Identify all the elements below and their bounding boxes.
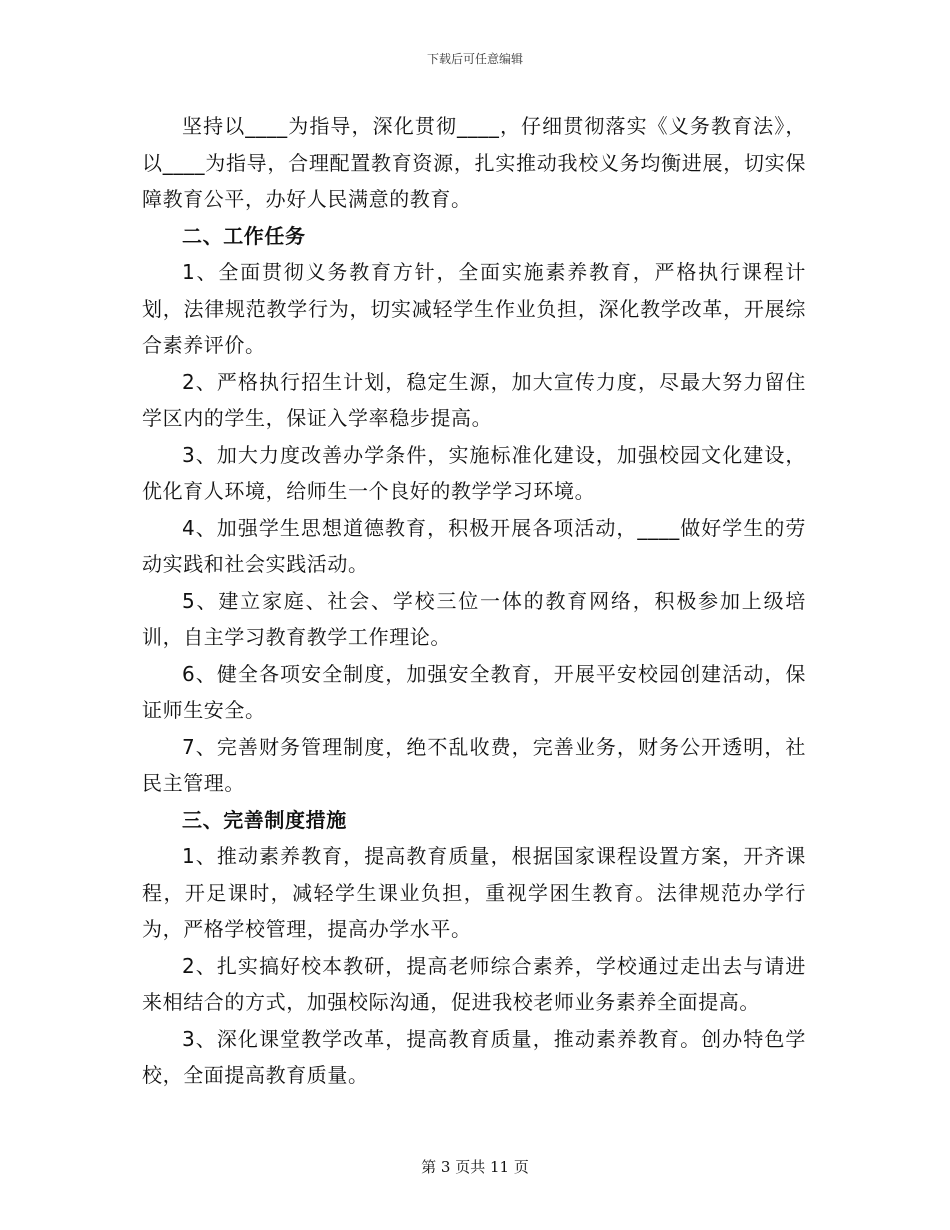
measure-item-3: 3、深化课堂教学改革，提高教育质量，推动素养教育。创办特色学校，全面提高教育质量。 <box>142 1026 806 1087</box>
task-item-1: 1、全面贯彻义务教育方针，全面实施素养教育，严格执行课程计划，法律规范教学行为，切实减轻学生作业负担，深化教学改革，开展综合素养评价。 <box>142 260 806 357</box>
document-body <box>142 108 806 1094</box>
measure-item-2: 2、扎实搞好校本教研，提高老师综合素养，学校通过走出去与请进来相结合的方式，加强校际沟通，促进我校老师业务素养全面提高。 <box>142 953 806 1014</box>
task-item-6: 6、健全各项安全制度，加强安全教育，开展平安校园创建活动，保证师生安全。 <box>142 661 806 722</box>
task-item-4: 4、加强学生思想道德教育，积极开展各项活动，____做好学生的劳动实践和社会实践活动。 <box>142 515 806 576</box>
task-item-2: 2、严格执行招生计划，稳定生源，加大宣传力度，尽最大努力留住学区内的学生，保证入学率稳步提高。 <box>142 369 806 430</box>
section-heading-work-tasks: 二、工作任务 <box>182 223 306 248</box>
page-number-footer: 第 3 页共 11 页 <box>421 1158 529 1176</box>
intro-paragraph: 坚持以____为指导，深化贯彻____，仔细贯彻落实《义务教育法》，以____为指导，合理配置教育资源，扎实推动我校义务均衡进展，切实保障教育公平，办好人民满意的教育。 <box>142 114 806 211</box>
section-heading-measures: 三、完善制度措施 <box>182 807 347 832</box>
task-item-3: 3、加大力度改善办学条件，实施标准化建设，加强校园文化建设，优化育人环境，给师生一个良好的教学学习环境。 <box>142 442 806 503</box>
task-item-5: 5、建立家庭、社会、学校三位一体的教育网络，积极参加上级培训，自主学习教育教学工作理论。 <box>142 588 806 649</box>
page-header: 下载后可任意编辑 <box>426 52 523 66</box>
task-item-7: 7、完善财务管理制度，绝不乱收费，完善业务，财务公开透明，社民主管理。 <box>142 734 806 795</box>
measure-item-1: 1、推动素养教育，提高教育质量，根据国家课程设置方案，开齐课程，开足课时，减轻学生课业负担，重视学困生教育。法律规范办学行为，严格学校管理，提高办学水平。 <box>142 844 806 941</box>
